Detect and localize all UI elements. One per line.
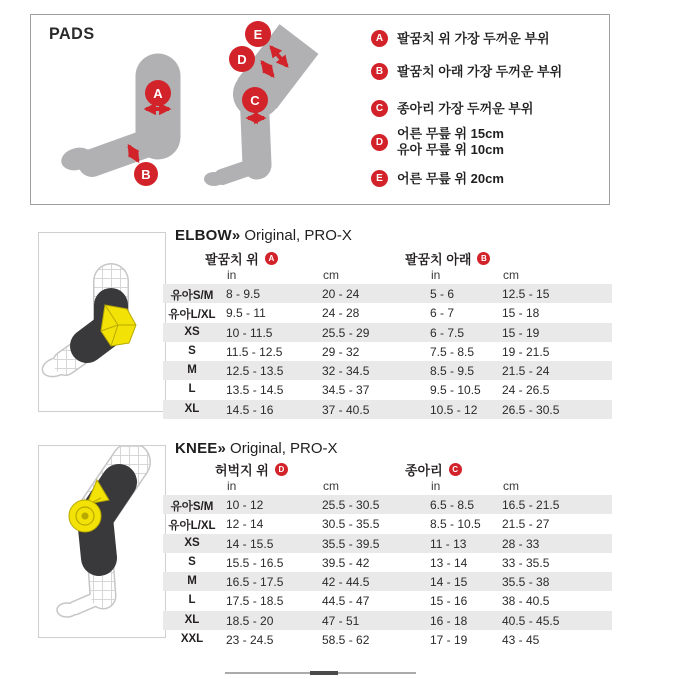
measurement-cell: 35.5 - 38 bbox=[502, 575, 550, 590]
table-row bbox=[163, 591, 612, 610]
legend-text: 유아 무릎 위 10cm bbox=[397, 142, 504, 157]
measurement-cell: 11 - 13 bbox=[430, 536, 467, 551]
legend-item-d bbox=[371, 126, 504, 158]
measurement-cell: 8 - 9.5 bbox=[226, 287, 261, 301]
knee-section-title bbox=[175, 440, 338, 457]
table-row bbox=[163, 572, 612, 591]
knee-table-body bbox=[163, 495, 612, 649]
measurement-cell: 6.5 - 8.5 bbox=[430, 498, 475, 512]
measurement-cell: 14 - 15.5 bbox=[226, 536, 274, 551]
elbow-title-main: ELBOW» bbox=[175, 227, 241, 244]
elbow-section-title bbox=[175, 227, 352, 244]
diagram-badge-a bbox=[145, 80, 171, 106]
measurement-cell: 13 - 14 bbox=[430, 555, 468, 570]
unit-label: in bbox=[431, 268, 441, 282]
measurement-cell: 12 - 14 bbox=[226, 517, 264, 532]
measurement-cell: 15 - 19 bbox=[502, 325, 540, 340]
unit-label: cm bbox=[323, 479, 339, 493]
measurement-cell: 21.5 - 24 bbox=[502, 364, 550, 379]
measurement-cell: 16 - 18 bbox=[430, 613, 468, 628]
measurement-cell: 33 - 35.5 bbox=[502, 555, 550, 570]
column-group-label: 팔꿈치 아래 bbox=[405, 252, 472, 267]
measurement-cell: 15 - 18 bbox=[502, 306, 540, 321]
size-label: 유아S/M bbox=[170, 501, 214, 513]
measurement-cell: 35.5 - 39.5 bbox=[322, 536, 380, 551]
size-label: S bbox=[188, 555, 196, 568]
measurement-cell: 5 - 6 bbox=[430, 287, 455, 301]
legend-text: 팔꿈치 위 가장 두꺼운 부위 bbox=[397, 30, 550, 46]
column-group-badge-a: A bbox=[265, 252, 278, 265]
measurement-cell: 25.5 - 30.5 bbox=[322, 498, 380, 512]
measurement-cell: 42 - 44.5 bbox=[322, 575, 370, 590]
table-row bbox=[163, 303, 612, 322]
legend-item-a bbox=[371, 30, 550, 47]
table-row bbox=[163, 361, 612, 380]
column-group-label: 허벅지 위 bbox=[215, 463, 269, 478]
diagram-badge-c bbox=[242, 87, 268, 113]
measurement-cell: 14.5 - 16 bbox=[226, 402, 274, 417]
size-label: L bbox=[188, 383, 196, 396]
measurement-cell: 8.5 - 9.5 bbox=[430, 364, 475, 379]
measurement-cell: 34.5 - 37 bbox=[322, 383, 370, 398]
measurement-cell: 40.5 - 45.5 bbox=[502, 613, 560, 628]
measurement-cell: 47 - 51 bbox=[322, 613, 360, 628]
elbow-table-body bbox=[163, 284, 612, 419]
measurement-cell: 11.5 - 12.5 bbox=[226, 344, 283, 359]
legend-badge-b: B bbox=[371, 63, 388, 80]
size-label: L bbox=[188, 594, 196, 607]
unit-label: cm bbox=[323, 268, 339, 282]
measurement-cell: 37 - 40.5 bbox=[322, 402, 370, 417]
elbow-size-table bbox=[163, 249, 612, 419]
knee-pad-illustration bbox=[39, 446, 165, 637]
size-label: XL bbox=[184, 402, 200, 415]
svg-text:A: A bbox=[153, 86, 163, 101]
diagram-badge-e bbox=[245, 21, 271, 47]
svg-text:C: C bbox=[250, 93, 260, 108]
measurement-cell: 9.5 - 11 bbox=[226, 306, 266, 321]
measurement-cell: 15.5 - 16.5 bbox=[226, 555, 284, 570]
measurement-cell: 8.5 - 10.5 bbox=[430, 517, 481, 532]
measurement-cell: 16.5 - 21.5 bbox=[502, 498, 560, 512]
legend-badge-e: E bbox=[371, 170, 388, 187]
measurement-cell: 10.5 - 12 bbox=[430, 402, 478, 417]
measurement-cell: 58.5 - 62 bbox=[322, 633, 370, 648]
arm-silhouette bbox=[59, 76, 159, 174]
pads-title: PADS bbox=[49, 24, 95, 43]
unit-label: in bbox=[227, 268, 237, 282]
measurement-cell: 25.5 - 29 bbox=[322, 325, 370, 340]
knee-size-table bbox=[163, 460, 612, 649]
unit-label: cm bbox=[503, 268, 519, 282]
legend-item-e bbox=[371, 170, 504, 187]
table-row bbox=[163, 553, 612, 572]
legend-badge-a: A bbox=[371, 30, 388, 47]
size-label: XL bbox=[184, 613, 200, 626]
measurement-cell: 10 - 12 bbox=[226, 498, 264, 512]
measurement-cell: 7.5 - 8.5 bbox=[430, 344, 475, 359]
measurement-cell: 26.5 - 30.5 bbox=[502, 402, 560, 417]
knee-title-main: KNEE» bbox=[175, 440, 227, 457]
table-row bbox=[163, 514, 612, 533]
measurement-cell: 13.5 - 14.5 bbox=[226, 383, 284, 398]
elbow-pad-illustration bbox=[39, 233, 165, 411]
measurement-cell: 15 - 16 bbox=[430, 594, 468, 609]
legend-text: 종아리 가장 두꺼운 부위 bbox=[397, 100, 534, 116]
knee-units-row bbox=[163, 477, 612, 495]
measurement-cell: 38 - 40.5 bbox=[502, 594, 550, 609]
legend-text: 어른 무릎 위 20cm bbox=[397, 170, 504, 186]
table-row bbox=[163, 342, 612, 361]
measurement-cell: 12.5 - 15 bbox=[502, 287, 550, 301]
measurement-cell: 14 - 15 bbox=[430, 575, 468, 590]
legend-text: 어른 무릎 위 15cm bbox=[397, 126, 504, 141]
size-label: 유아L/XL bbox=[168, 309, 216, 322]
column-group-label: 종아리 bbox=[405, 463, 443, 478]
measurement-cell: 16.5 - 17.5 bbox=[226, 575, 284, 590]
measurement-cell: 24 - 26.5 bbox=[502, 383, 550, 398]
svg-text:B: B bbox=[141, 167, 151, 182]
column-group-badge-b: B bbox=[477, 252, 490, 265]
elbow-title-sub: Original, PRO-X bbox=[244, 227, 352, 244]
knee-illustration-frame bbox=[38, 445, 166, 638]
measurement-cell: 20 - 24 bbox=[322, 287, 360, 301]
size-label: XS bbox=[184, 536, 200, 549]
svg-text:E: E bbox=[253, 27, 263, 42]
size-label: XS bbox=[184, 325, 200, 338]
table-row bbox=[163, 323, 612, 342]
elbow-group-header-row bbox=[163, 249, 612, 266]
measurement-cell: 39.5 - 42 bbox=[322, 555, 370, 570]
size-label: XXL bbox=[180, 633, 204, 646]
measurement-cell: 32 - 34.5 bbox=[322, 364, 370, 379]
measurement-cell: 23 - 24.5 bbox=[226, 633, 274, 648]
size-label: M bbox=[187, 364, 197, 377]
table-row bbox=[163, 400, 612, 419]
legend-item-c bbox=[371, 100, 533, 117]
unit-label: in bbox=[431, 479, 441, 493]
measurement-cell: 6 - 7 bbox=[430, 306, 455, 321]
column-group-badge-c: C bbox=[449, 463, 462, 476]
body-measurement-diagram bbox=[56, 17, 368, 203]
legend-badge-c: C bbox=[371, 100, 388, 117]
legend-badge-d: D bbox=[371, 134, 388, 151]
measurement-cell: 24 - 28 bbox=[322, 306, 360, 321]
column-group-label: 팔꿈치 위 bbox=[205, 252, 259, 267]
measurement-cell: 9.5 - 10.5 bbox=[430, 383, 481, 398]
unit-label: in bbox=[227, 479, 237, 493]
measurement-cell: 17 - 19 bbox=[430, 633, 468, 648]
table-row bbox=[163, 380, 612, 399]
measurement-cell: 29 - 32 bbox=[322, 344, 360, 359]
table-row bbox=[163, 284, 612, 303]
measurement-cell: 10 - 11.5 bbox=[226, 325, 273, 340]
measurement-cell: 21.5 - 27 bbox=[502, 517, 550, 532]
pads-overview-panel bbox=[30, 14, 610, 205]
table-row bbox=[163, 611, 612, 630]
measurement-cell: 43 - 45 bbox=[502, 633, 540, 648]
size-label: 유아L/XL bbox=[168, 520, 216, 533]
legend-text: 팔꿈치 아래 가장 두꺼운 부위 bbox=[397, 63, 563, 79]
size-label: M bbox=[187, 575, 197, 588]
unit-label: cm bbox=[503, 479, 519, 493]
diagram-badge-d bbox=[229, 46, 255, 72]
measurement-cell: 44.5 - 47 bbox=[322, 594, 370, 609]
elbow-units-row bbox=[163, 266, 612, 284]
knee-group-header-row bbox=[163, 460, 612, 477]
measurement-cell: 18.5 - 20 bbox=[226, 613, 274, 628]
next-section-edge-dark bbox=[310, 671, 338, 675]
measurement-cell: 19 - 21.5 bbox=[502, 344, 550, 359]
size-label: S bbox=[188, 344, 196, 357]
svg-text:D: D bbox=[237, 52, 247, 67]
size-label: 유아S/M bbox=[170, 290, 214, 302]
elbow-illustration-frame bbox=[38, 232, 166, 412]
measurement-cell: 28 - 33 bbox=[502, 536, 540, 551]
knee-title-sub: Original, PRO-X bbox=[230, 440, 338, 457]
diagram-badge-b bbox=[134, 162, 158, 186]
legend-item-b bbox=[371, 63, 562, 80]
measurement-cell: 6 - 7.5 bbox=[430, 325, 465, 340]
table-row bbox=[163, 630, 612, 649]
measurement-cell: 12.5 - 13.5 bbox=[226, 364, 284, 379]
column-group-badge-d: D bbox=[275, 463, 288, 476]
measurement-cell: 17.5 - 18.5 bbox=[226, 594, 284, 609]
measurement-cell: 30.5 - 35.5 bbox=[322, 517, 380, 532]
table-row bbox=[163, 495, 612, 514]
table-row bbox=[163, 534, 612, 553]
